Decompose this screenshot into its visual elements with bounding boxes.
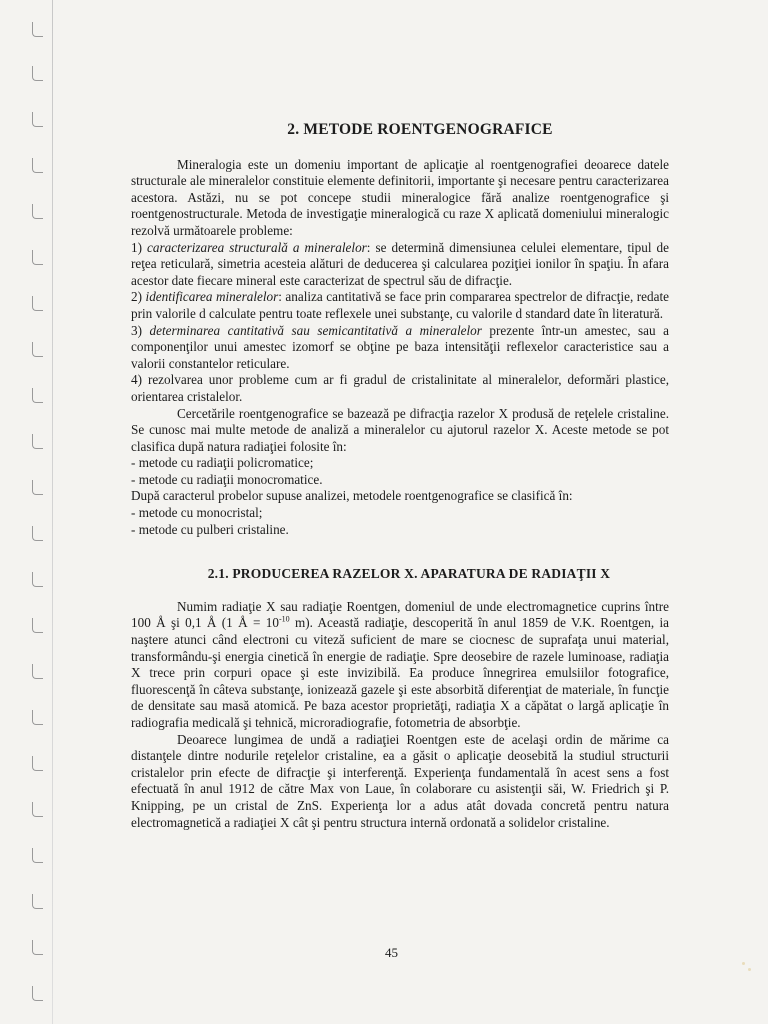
list-item: - metode cu monocristal; <box>131 505 263 521</box>
intro-paragraph: Mineralogia este un domeniu important de aplicaţie al roentgenografiei deoarece datele structurale ale mineralelor constituie elemente definitorii, importante şi necesare pentru caracterizarea acestora. Astăzi, nu se pot concepe studii mineralogice fără analize roentgenografice şi roentgenostructurale. Metoda de investigaţie mineralogică cu raze X aplicată domeniului mineralogic rezolvă următoarele probleme: <box>131 156 669 238</box>
list-item: 3) determinarea cantitativă sau semicantitativă a mineralelor prezente într-un amestec, sau a componenţilor unui amestec izomorf se obţine pe baza intensităţii reflexelor caracteristice sau a valorii constantelor reticulare. <box>131 322 670 371</box>
page-edge <box>52 0 53 1024</box>
paper-speck <box>748 968 751 971</box>
binder-holes <box>0 0 60 1024</box>
classification-paragraph: După caracterul probelor supuse analizei, metodele roentgenografice se clasifică în: <box>131 488 573 504</box>
list-item: 1) caracterizarea structurală a mineralelor: se determină dimensiunea celulei elementare, tipul de reţea reticulară, simetria acesteia alături de deducerea şi calcularea poziţiei ionilor în spaţiu. În afara acestor date fiecare mineral este caracterizat de spectrul său de difracţie. <box>131 239 669 288</box>
list-item: - metode cu radiaţii monocromatice. <box>131 471 323 487</box>
section-title: 2.1. PRODUCEREA RAZELOR X. APARATURA DE RADIAŢII X <box>207 566 611 582</box>
list-item: - metode cu pulberi cristaline. <box>131 521 289 537</box>
list-item: 2) identificarea mineralelor: analiza cantitativă se face prin compararea spectrelor de difracţie, redate prin valorile d calculate pentru toate reflexele unei substanţe, cu valorile d standard date în literatură. <box>131 289 669 321</box>
list-item: 4) rezolvarea unor probleme cum ar fi gradul de cristalinitate al mineralelor, deformări plastice, orientarea cristalelor. <box>131 372 669 404</box>
chapter-title: 2. METODE ROENTGENOGRAFICE <box>287 121 553 138</box>
page-content <box>131 122 669 831</box>
list-item: - metode cu radiaţii policromatice; <box>131 455 314 471</box>
diffraction-paragraph: Deoarece lungimea de undă a radiaţiei Roentgen este de acelaşi ordin de mărime ca distanţele dintre nodurile reţelelor cristaline, ea a găsit o aplicaţie deosebită la studiul structurii cristalelor prin efecte de difracţie şi interferenţă. Experienţa fundamentală în acest sens a fost efectuată în anul 1912 de către Max von Laue, în colaborare cu asistenţii săi, W. Friedrich şi P. Knipping, pe un cristal de ZnS. Experienţa lor a adus atât dovada concretă pentru natura electromagnetică a radiaţiei X cât şi pentru structura internă ordonată a solidelor cristaline. <box>131 731 669 830</box>
xray-paragraph: Numim radiaţie X sau radiaţie Roentgen, domeniul de unde electromagnetice cuprins între 100 Å şi 0,1 Å (1 Å = $10^{-10}$ m). Această radiaţie, descoperită în anul 1859 de V.K. Roentgen, ia naştere atunci când electroni cu viteză suficient de mare se ciocnesc de suprafaţa unui material, transformându-şi energia cinetică în energie de radiaţie. Spre deosebire de razele luminoase, radiaţia X trece prin corpuri opace şi este invizibilă. Ea produce înnegrirea emulsiilor fotografice, fluorescenţă în câteva substanţe, ionizează gazele şi este absorbită diferenţiat de materiale, în funcţie de densitate sau masă atomică. Pe baza acestor proprietăţi, radiaţia X a căpătat o largă aplicaţie în radiografia medicală şi tehnică, microradiografie, fotometria de absorbţie. <box>131 598 670 730</box>
page-number: 45 <box>385 945 398 960</box>
methods-paragraph: Cercetările roentgenografice se bazează pe difracţia razelor X produsă de reţelele cristaline. Se cunosc mai multe metode de analiză a mineralelor cu ajutorul razelor X. Aceste metode se pot clasifica după natura radiaţiei folosite în: <box>131 405 669 454</box>
paper-speck <box>742 962 745 965</box>
